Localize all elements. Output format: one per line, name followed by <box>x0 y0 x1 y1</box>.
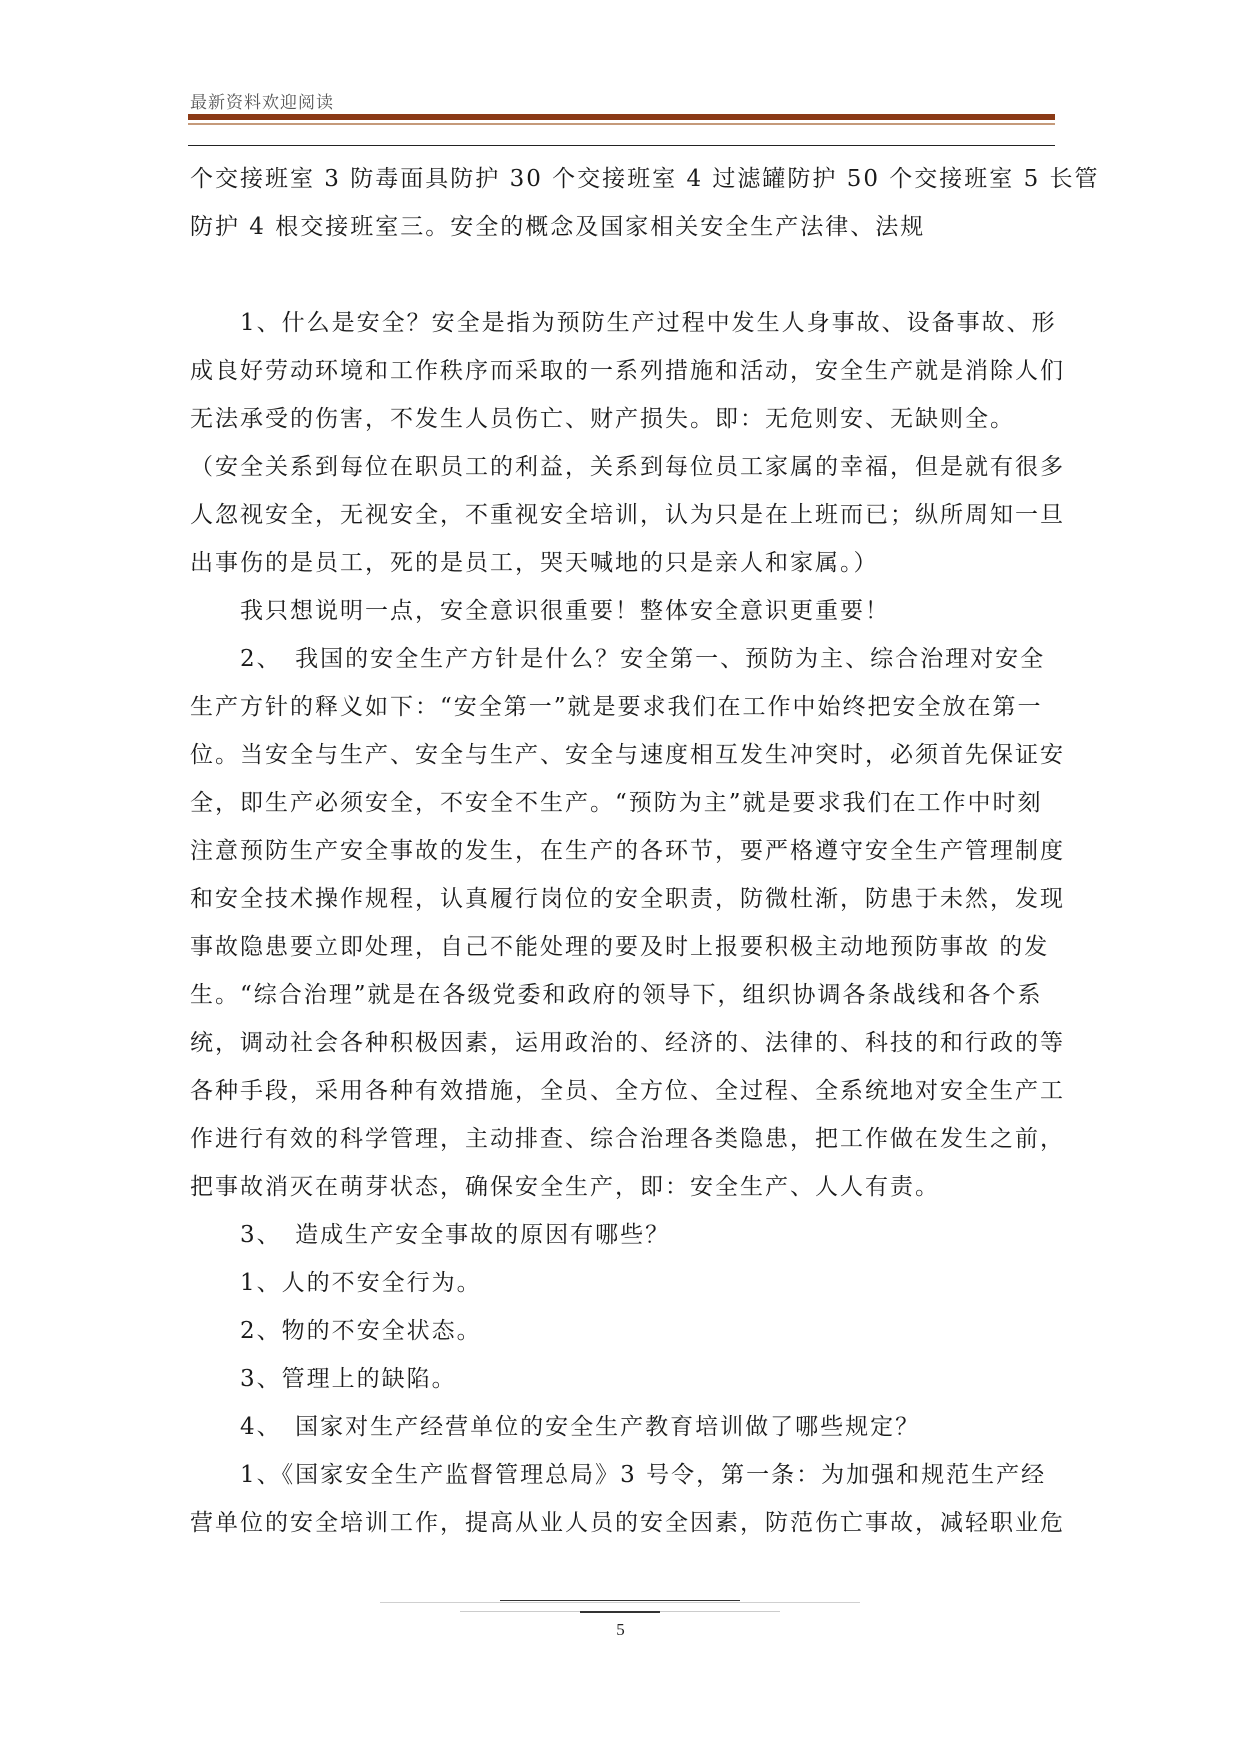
body-line: 生产方针的释义如下：“安全第一”就是要求我们在工作中始终把安全放在第一 <box>190 694 1043 720</box>
document-body <box>190 155 1100 1547</box>
body-line: 1、《国家安全生产监督管理总局》3 号令，第一条：为加强和规范生产经 <box>190 1462 1047 1488</box>
body-line: 防护 4 根交接班室三。安全的概念及国家相关安全生产法律、法规 <box>190 214 926 240</box>
footer-rule <box>500 1600 740 1601</box>
body-line: 全，即生产必须安全，不安全不生产。“预防为主”就是要求我们在工作中时刻 <box>190 790 1043 816</box>
footer-rule <box>380 1602 860 1603</box>
header-rule-thin <box>188 123 1055 125</box>
body-line: 营单位的安全培训工作，提高从业人员的安全因素，防范伤亡事故，减轻职业危 <box>190 1510 1065 1536</box>
blank-line <box>190 251 1060 299</box>
body-line: 3、 造成生产安全事故的原因有哪些？ <box>190 1222 671 1248</box>
body-line: 位。当安全与生产、安全与生产、安全与速度相互发生冲突时，必须首先保证安 <box>190 742 1065 768</box>
body-line: （安全关系到每位在职员工的利益，关系到每位员工家属的幸福，但是就有很多 <box>190 454 1065 480</box>
header-rule-dark <box>188 145 1055 146</box>
body-line: 个交接班室 3 防毒面具防护 30 个交接班室 4 过滤罐防护 50 个交接班室 5 长管 <box>190 166 1100 192</box>
body-line: 出事伤的是员工，死的是员工，哭天喊地的只是亲人和家属。） <box>190 550 879 576</box>
body-line: 1、人的不安全行为。 <box>190 1270 482 1296</box>
page-number: 5 <box>616 1620 625 1639</box>
body-line: 各种手段，采用各种有效措施，全员、全方位、全过程、全系统地对安全生产工 <box>190 1078 1065 1104</box>
body-line: 2、物的不安全状态。 <box>190 1318 482 1344</box>
body-line: 2、 我国的安全生产方针是什么？安全第一、预防为主、综合治理对安全 <box>190 646 1046 672</box>
body-line: 作进行有效的科学管理，主动排查、综合治理各类隐患，把工作做在发生之前， <box>190 1126 1065 1152</box>
body-line: 和安全技术操作规程，认真履行岗位的安全职责，防微杜渐，防患于未然，发现 <box>190 886 1065 912</box>
body-line: 3、管理上的缺陷。 <box>190 1366 457 1392</box>
body-line: 成良好劳动环境和工作秩序而采取的一系列措施和活动，安全生产就是消除人们 <box>190 358 1065 384</box>
body-line: 生。“综合治理”就是在各级党委和政府的领导下，组织协调各条战线和各个系 <box>190 982 1043 1008</box>
running-header: 最新资料欢迎阅读 <box>190 93 334 113</box>
body-line: 无法承受的伤害，不发生人员伤亡、财产损失。即：无危则安、无缺则全。 <box>190 406 1015 432</box>
body-line: 4、 国家对生产经营单位的安全生产教育培训做了哪些规定？ <box>190 1414 921 1440</box>
body-line: 我只想说明一点，安全意识很重要！整体安全意识更重要！ <box>190 598 890 624</box>
footer-rule <box>580 1611 660 1613</box>
body-line: 1、什么是安全？安全是指为预防生产过程中发生人身事故、设备事故、形 <box>190 310 1057 336</box>
body-line: 注意预防生产安全事故的发生，在生产的各环节，要严格遵守安全生产管理制度 <box>190 838 1065 864</box>
body-line: 统，调动社会各种积极因素，运用政治的、经济的、法律的、科技的和行政的等 <box>190 1030 1065 1056</box>
body-line: 人忽视安全，无视安全，不重视安全培训，认为只是在上班而已；纵所周知一旦 <box>190 502 1065 528</box>
header-rule-thick <box>188 114 1055 120</box>
body-line: 把事故消灭在萌芽状态，确保安全生产，即：安全生产、人人有责。 <box>190 1174 940 1200</box>
body-line: 事故隐患要立即处理，自己不能处理的要及时上报要积极主动地预防事故 的发 <box>190 934 1050 960</box>
